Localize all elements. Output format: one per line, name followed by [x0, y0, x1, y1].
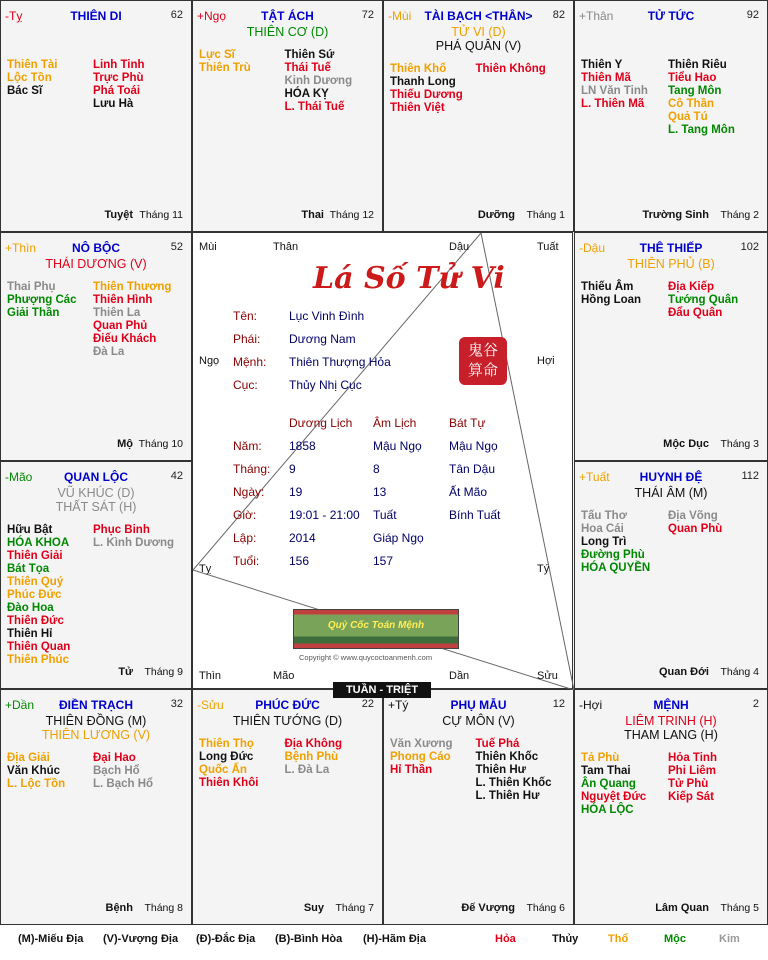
minor-stars-left — [581, 752, 646, 817]
zodiac-ngo: Ngọ — [199, 355, 220, 367]
minor-star: Kinh Dương — [284, 75, 353, 87]
palace-position: -Hợi — [579, 698, 603, 712]
minor-star: Tướng Quân — [668, 294, 739, 306]
minor-star: L. Kình Dương — [93, 537, 175, 549]
row-label: Giờ: — [233, 508, 257, 522]
minor-star: Địa Kiếp — [668, 281, 715, 293]
palace-position: +Thân — [579, 9, 614, 23]
minor-star: L. Tang Môn — [668, 124, 735, 136]
lunar-value: Giáp Ngọ — [373, 531, 424, 545]
minor-star: Quan Phủ — [93, 320, 148, 332]
minor-star: L. Lộc Tồn — [7, 778, 66, 790]
calendar-header: Dương Lịch — [289, 416, 353, 430]
minor-star: L. Thiên Mã — [581, 98, 645, 110]
palace-number: 82 — [552, 9, 565, 21]
minor-star: Tấu Thơ — [581, 510, 627, 522]
main-star: VŨ KHÚC (D) — [57, 486, 135, 500]
minor-star: Đẩu Quân — [668, 307, 723, 319]
zodiac-ty2: Tý — [537, 563, 550, 575]
minor-star: Văn Khúc — [7, 765, 61, 777]
minor-stars-right — [93, 524, 174, 550]
minor-star: Linh Tinh — [93, 59, 145, 71]
minor-stars-left — [199, 738, 258, 790]
minor-star: Thiên Trù — [199, 62, 251, 74]
minor-star: Hữu Bật — [7, 524, 53, 536]
palace-number: 42 — [170, 470, 183, 482]
month-label: Tháng 11 — [139, 209, 183, 221]
palace-mao — [0, 461, 192, 689]
row-label: Tháng: — [233, 462, 271, 476]
calendar-header: Bát Tự — [449, 416, 486, 430]
minor-star: Tuế Phá — [475, 738, 520, 750]
minor-star: Hỉ Thần — [390, 764, 433, 776]
minor-stars-right — [476, 738, 552, 803]
zodiac-thin: Thìn — [199, 670, 222, 682]
element-legend-4: Kim — [719, 933, 740, 945]
minor-stars-left — [199, 49, 251, 75]
info-label: Mệnh: — [233, 355, 267, 369]
minor-stars-left — [390, 63, 463, 115]
minor-star: Bác Sĩ — [7, 85, 43, 97]
month-label: Tháng 7 — [335, 902, 374, 914]
minor-star: L. Bạch Hổ — [93, 778, 154, 790]
zodiac-hoi: Hợi — [537, 355, 555, 367]
solar-value: 2014 — [289, 531, 316, 545]
element-legend-3: Mộc — [664, 933, 686, 945]
life-stage: Mộc Dục — [663, 438, 709, 450]
minor-star: Thiên Quan — [7, 641, 71, 653]
center-panel — [192, 232, 573, 689]
life-stage: Thai — [301, 209, 324, 221]
palace-suu — [192, 689, 383, 925]
minor-star: Hoa Cái — [581, 523, 624, 535]
lunar-value: Tuất — [373, 508, 397, 522]
palace-position: +Thìn — [5, 241, 37, 255]
minor-star: Long Đức — [199, 751, 254, 763]
month-label: Tháng 3 — [720, 438, 759, 450]
minor-star: Quả Tú — [668, 111, 708, 123]
minor-star: Thiên Thương — [93, 281, 172, 293]
solar-value: 156 — [289, 554, 310, 568]
life-stage: Dưỡng — [477, 209, 515, 221]
minor-stars-left — [7, 752, 65, 791]
minor-star: Cô Thần — [668, 98, 714, 110]
main-star: THÁI DƯƠNG (V) — [45, 257, 147, 271]
palace-title: TẬT ÁCH — [261, 9, 314, 23]
minor-star: Phượng Các — [7, 294, 77, 306]
bat-tu-value: Ất Mão — [449, 485, 488, 499]
minor-star: Thiên Mã — [581, 72, 631, 84]
palace-number: 62 — [170, 9, 183, 21]
zodiac-mao: Mão — [273, 670, 295, 682]
minor-star: Đại Hao — [93, 752, 136, 764]
life-stage: Bệnh — [105, 902, 133, 914]
minor-star: Lực Sĩ — [199, 49, 235, 61]
minor-star: Địa Giải — [7, 752, 50, 764]
seal-line-1: 鬼谷 — [467, 342, 498, 359]
main-star: CỰ MÔN (V) — [442, 714, 515, 728]
minor-star: Hồng Loan — [581, 294, 642, 306]
palace-number: 2 — [752, 698, 759, 710]
minor-star: Thiên Tài — [7, 59, 58, 71]
info-label: Cục: — [233, 378, 258, 392]
element-legend-2: Thổ — [608, 933, 629, 945]
bat-tu-value: Tân Dậu — [449, 462, 496, 476]
palace-position: +Dần — [5, 698, 35, 712]
palace-number: 12 — [552, 698, 565, 710]
palace-tuat — [574, 461, 768, 689]
palace-number: 102 — [740, 241, 759, 253]
copyright: Copyright © www.quycoctoanmenh.com — [299, 653, 433, 662]
minor-star: Ân Quang — [581, 778, 636, 790]
main-star: PHÁ QUÂN (V) — [435, 39, 522, 53]
info-value: Thủy Nhị Cục — [289, 378, 362, 392]
palace-title: HUYNH ĐỆ — [639, 470, 703, 484]
month-label: Tháng 10 — [138, 438, 183, 450]
month-label: Tháng 2 — [720, 209, 759, 221]
palace-position: -Sửu — [197, 698, 224, 712]
palace-than — [574, 0, 768, 232]
solar-value: 19:01 - 21:00 — [289, 508, 360, 522]
palace-thin — [0, 232, 192, 461]
minor-stars-right — [476, 63, 546, 76]
minor-star: HÓA QUYỀN — [581, 562, 651, 574]
lunar-value: Mậu Ngọ — [373, 439, 422, 453]
minor-star: Phá Toái — [93, 85, 141, 97]
minor-star: HÓA KỴ — [284, 88, 329, 100]
minor-star: Tả Phù — [581, 752, 620, 764]
main-star: THAM LANG (H) — [624, 728, 718, 742]
minor-star: L. Thiên Khốc — [475, 777, 552, 789]
minor-star: Trực Phù — [93, 72, 144, 84]
minor-star: Thiên Việt — [390, 102, 445, 114]
life-stage: Tuyệt — [104, 209, 133, 221]
seal-line-2: 算命 — [467, 362, 498, 379]
minor-star: Thiên Đức — [7, 615, 64, 627]
minor-stars-right — [93, 752, 153, 791]
palace-title: QUAN LỘC — [64, 470, 128, 484]
minor-star: Thiên Không — [475, 63, 546, 75]
minor-star: L. Đà La — [284, 764, 330, 776]
palace-title: PHÚC ĐỨC — [255, 698, 320, 712]
month-label: Tháng 1 — [526, 209, 565, 221]
palace-title: THÊ THIẾP — [639, 241, 703, 255]
palace-mui — [383, 0, 574, 232]
minor-stars-right — [93, 59, 145, 111]
minor-star: Tử Phù — [668, 778, 709, 790]
palace-dau — [574, 232, 768, 461]
row-label: Năm: — [233, 439, 262, 453]
minor-star: Tiểu Hao — [668, 72, 717, 84]
minor-star: Thiên Hư — [475, 764, 526, 776]
banner-image — [293, 609, 459, 649]
zodiac-tuat: Tuất — [537, 241, 559, 253]
life-stage: Lâm Quan — [655, 902, 709, 914]
row-label: Ngày: — [233, 485, 265, 499]
info-value: Thiên Thượng Hỏa — [289, 355, 391, 369]
minor-star: Thiên Hình — [93, 294, 153, 306]
palace-dan — [0, 689, 192, 925]
legend-item: (Đ)-Đắc Địa — [196, 933, 256, 945]
palace-position: -Mùi — [388, 9, 412, 23]
minor-star: Thiếu Âm — [581, 281, 634, 293]
minor-star: Đà La — [93, 346, 125, 358]
minor-star: LN Văn Tinh — [581, 85, 648, 97]
element-legend-0: Hỏa — [495, 933, 516, 945]
lunar-value: 8 — [373, 462, 380, 476]
solar-value: 9 — [289, 462, 296, 476]
legend-item: (V)-Vượng Địa — [103, 933, 179, 945]
minor-star: Tam Thai — [581, 765, 631, 777]
minor-star: Phục Binh — [93, 524, 150, 536]
minor-stars-right — [285, 738, 343, 777]
minor-star: Phúc Đức — [7, 589, 62, 601]
main-star: THIÊN TƯỚNG (D) — [232, 714, 343, 728]
life-stage: Đế Vượng — [461, 902, 515, 914]
minor-star: Thái Tuế — [284, 62, 331, 74]
zodiac-suu: Sửu — [537, 670, 558, 682]
palace-position: +Ngọ — [197, 9, 227, 23]
minor-star: HÓA LỘC — [581, 804, 634, 816]
minor-stars-right — [668, 752, 717, 804]
palace-hoi — [574, 689, 768, 925]
palace-title: PHỤ MẪU — [450, 698, 507, 712]
minor-star: L. Thiên Hư — [475, 790, 540, 802]
palace-number: 22 — [361, 698, 374, 710]
bat-tu-value: Bính Tuất — [449, 508, 501, 522]
minor-star: Quốc Ấn — [199, 764, 247, 776]
minor-stars-right — [285, 49, 353, 114]
month-label: Tháng 8 — [144, 902, 183, 914]
minor-star: Văn Xương — [390, 738, 453, 750]
main-star: THIÊN PHỦ (B) — [627, 257, 715, 271]
minor-star: Địa Võng — [668, 510, 718, 522]
minor-star: Nguyệt Đức — [581, 791, 647, 803]
minor-stars-left — [390, 738, 453, 777]
minor-star: Long Trì — [581, 536, 627, 548]
info-label: Phái: — [233, 332, 261, 346]
life-stage: Tử — [118, 666, 133, 678]
minor-star: Phong Cáo — [390, 751, 451, 763]
minor-star: Thiếu Dương — [390, 89, 463, 101]
minor-star: HÓA KHOA — [7, 537, 70, 549]
zodiac-ty: Tỵ — [199, 563, 212, 575]
minor-star: Thiên Hỉ — [7, 628, 53, 640]
minor-star: Bạch Hổ — [93, 765, 140, 777]
legend-item: (M)-Miếu Địa — [18, 933, 84, 945]
palace-number: 112 — [741, 470, 759, 482]
palace-number: 72 — [361, 9, 374, 21]
minor-star: Bát Tọa — [7, 563, 50, 575]
palace-ngo — [192, 0, 383, 232]
minor-stars-left — [581, 59, 648, 111]
minor-stars-left — [7, 524, 70, 667]
minor-star: Bệnh Phù — [284, 751, 339, 763]
palace-title: NÔ BỘC — [72, 241, 120, 255]
main-star: THẤT SÁT (H) — [55, 500, 137, 514]
info-value: Dương Nam — [289, 332, 356, 346]
minor-stars-left — [7, 281, 77, 320]
minor-star: Quan Phù — [668, 523, 723, 535]
row-label: Tuổi: — [233, 554, 260, 568]
palace-title: MỆNH — [653, 698, 689, 712]
main-star: THÁI ÂM (M) — [634, 486, 708, 500]
minor-star: Địa Không — [284, 738, 342, 750]
minor-star: Lưu Hà — [93, 98, 134, 110]
palace-title: ĐIỀN TRẠCH — [59, 698, 133, 712]
zodiac-dan: Dần — [449, 670, 470, 682]
minor-star: Tang Môn — [668, 85, 722, 97]
info-label: Tên: — [233, 309, 258, 323]
palace-ty — [0, 0, 192, 232]
banner-text: Quỷ Cốc Toán Mệnh — [327, 620, 425, 631]
minor-star: Phi Liêm — [668, 765, 716, 777]
legend-item: (H)-Hãm Địa — [363, 933, 426, 945]
zodiac-dau: Dậu — [449, 241, 470, 253]
info-value: Lục Vinh Đình — [289, 309, 365, 323]
bat-tu-value: Mậu Ngọ — [449, 439, 498, 453]
row-label: Lập: — [233, 531, 257, 545]
minor-star: Thiên Y — [581, 59, 623, 71]
logo-title: Lá Số Tử Vi — [313, 261, 505, 296]
life-stage: Trường Sinh — [642, 209, 709, 221]
minor-stars-left — [581, 281, 641, 307]
minor-star: Thiên La — [93, 307, 141, 319]
month-label: Tháng 5 — [720, 902, 759, 914]
main-star: THIÊN ĐỒNG (M) — [45, 714, 147, 728]
palace-position: -Mão — [5, 470, 33, 484]
minor-stars-right — [93, 281, 171, 359]
month-label: Tháng 12 — [329, 209, 374, 221]
minor-star: Giải Thần — [7, 307, 60, 319]
legend-item: (B)-Bình Hòa — [275, 933, 343, 945]
palace-number: 52 — [170, 241, 183, 253]
minor-star: Thai Phụ — [7, 281, 56, 293]
minor-star: Thanh Long — [390, 76, 456, 88]
palace-ty2 — [383, 689, 574, 925]
solar-value: 1858 — [289, 439, 316, 453]
minor-star: Lộc Tồn — [7, 72, 52, 84]
minor-stars-left — [581, 510, 650, 575]
month-label: Tháng 9 — [144, 666, 183, 678]
seal-stamp — [459, 337, 507, 385]
minor-star: L. Thái Tuế — [284, 101, 345, 113]
minor-star: Điếu Khách — [93, 333, 157, 345]
palace-number: 92 — [746, 9, 759, 21]
zodiac-mui: Mùi — [199, 241, 217, 253]
palace-position: -Dậu — [579, 241, 606, 255]
palace-title: THIÊN DI — [70, 9, 122, 23]
minor-star: Thiên Thọ — [199, 738, 254, 750]
palace-title: TÀI BẠCH <THÂN> — [424, 9, 533, 23]
minor-star: Thiên Giải — [7, 550, 63, 562]
tuan-triet-badge: TUẦN - TRIỆT — [333, 682, 431, 698]
life-stage: Mộ — [117, 438, 133, 450]
life-stage: Suy — [303, 902, 324, 914]
minor-star: Hỏa Tinh — [668, 752, 717, 764]
main-star: TỬ VI (D) — [451, 25, 506, 39]
minor-stars-right — [668, 281, 738, 320]
minor-stars-right — [668, 59, 735, 137]
zodiac-than: Thân — [273, 241, 299, 253]
lunar-value: 13 — [373, 485, 387, 499]
main-star: LIÊM TRINH (H) — [625, 714, 717, 728]
palace-position: -Tỵ — [5, 9, 23, 23]
minor-star: Thiên Khố — [390, 63, 447, 75]
palace-number: 32 — [170, 698, 183, 710]
month-label: Tháng 6 — [526, 902, 565, 914]
minor-stars-right — [668, 510, 722, 536]
minor-star: Thiên Khốc — [475, 751, 539, 763]
main-star: THIÊN CƠ (D) — [246, 25, 329, 39]
minor-star: Thiên Phúc — [7, 654, 69, 666]
minor-stars-left — [7, 59, 57, 98]
lunar-value: 157 — [373, 554, 394, 568]
palace-position: +Tuất — [579, 470, 610, 484]
main-star: THIÊN LƯƠNG (V) — [41, 728, 151, 742]
solar-value: 19 — [289, 485, 303, 499]
element-legend-1: Thủy — [552, 933, 579, 945]
minor-star: Thiên Quý — [7, 576, 64, 588]
minor-star: Đào Hoa — [7, 602, 54, 614]
minor-star: Thiên Sứ — [284, 49, 335, 61]
palace-title: TỬ TỨC — [647, 9, 695, 23]
minor-star: Thiên Khôi — [199, 777, 259, 789]
minor-star: Thiên Riêu — [668, 59, 727, 71]
palace-position: +Tý — [388, 698, 409, 712]
month-label: Tháng 4 — [720, 666, 759, 678]
minor-star: Đường Phù — [581, 549, 645, 561]
minor-star: Kiếp Sát — [668, 791, 715, 803]
calendar-header: Âm Lịch — [373, 416, 417, 430]
life-stage: Quan Đới — [659, 666, 709, 678]
